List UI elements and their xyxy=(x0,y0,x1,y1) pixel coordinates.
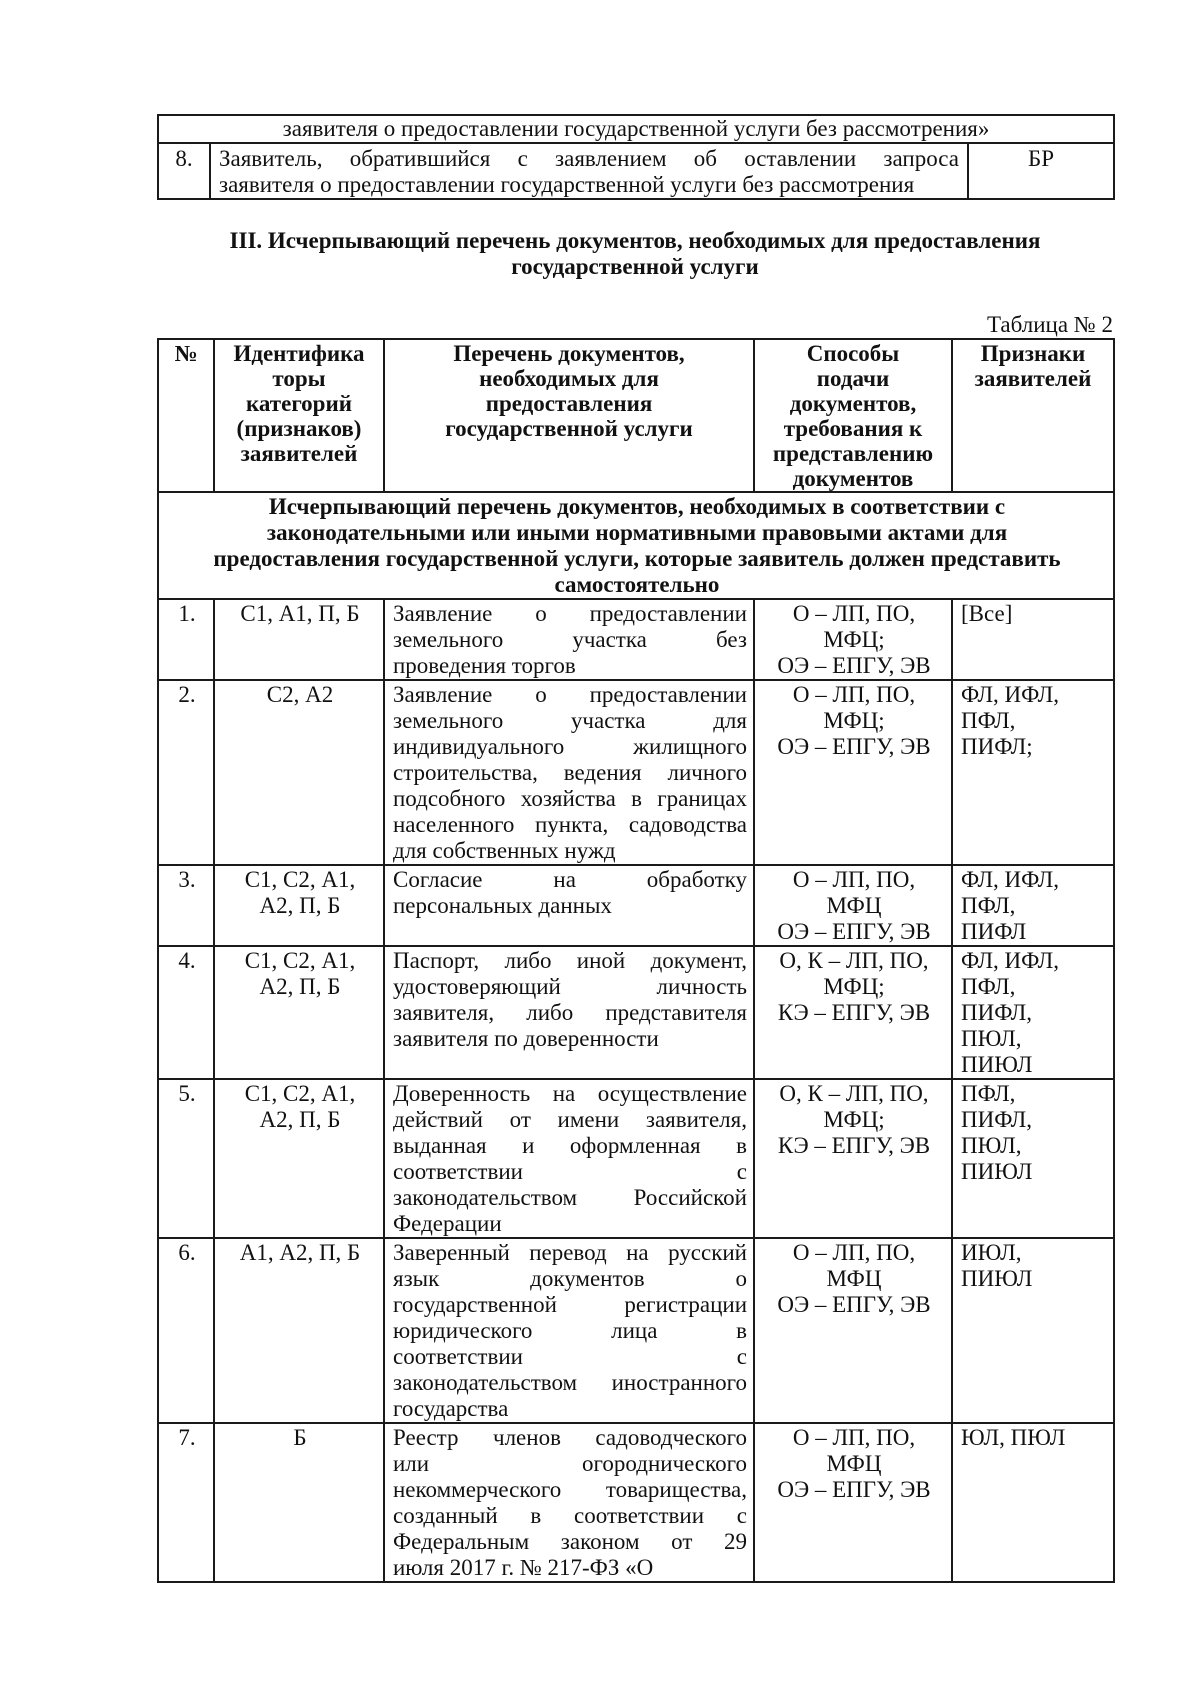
cell-line: О – ЛП, ПО, xyxy=(792,601,916,626)
row-number: 4. xyxy=(158,946,214,1079)
section-row-text xyxy=(158,492,1114,599)
cell-line: ОЭ – ЕПГУ, ЭВ xyxy=(777,1477,931,1502)
cell-line: язык документов о xyxy=(393,1266,747,1291)
cell-line: [Все] xyxy=(961,601,1013,626)
cell-line: Б xyxy=(293,1425,307,1450)
header-line: представлению xyxy=(772,441,934,466)
cell-line: удостоверяющий личность xyxy=(393,974,747,999)
row-number: 2. xyxy=(158,680,214,865)
table-row xyxy=(158,143,1114,199)
applicant-identifiers xyxy=(214,1079,384,1238)
table-row xyxy=(158,1238,1114,1423)
header-applicant-signs xyxy=(952,339,1114,492)
applicant-signs xyxy=(952,1079,1114,1238)
header-methods xyxy=(754,339,952,492)
cell-line: А2, П, Б xyxy=(259,1107,341,1132)
submission-methods xyxy=(754,680,952,865)
applicant-identifiers xyxy=(214,1238,384,1423)
cell-line: некоммерческого товарищества, xyxy=(393,1477,747,1502)
applicant-identifiers xyxy=(214,865,384,946)
row-number: 3. xyxy=(158,865,214,946)
text-line: заявителя о предоставлении государственной услуги без рассмотрения xyxy=(219,172,915,197)
cell-line: ПЮЛ, xyxy=(961,1026,1022,1051)
header-line: Идентифика xyxy=(233,341,365,366)
cell-line: ОЭ – ЕПГУ, ЭВ xyxy=(777,1292,931,1317)
cell-line: С1, А1, П, Б xyxy=(240,601,360,626)
header-identifiers xyxy=(214,339,384,492)
cell-line: Заверенный перевод на русский xyxy=(393,1240,747,1265)
cell-line: С2, А2 xyxy=(266,682,334,707)
cell-line: населенного пункта, садоводства xyxy=(393,812,747,837)
cell-line: Реестр членов садоводческого xyxy=(393,1425,747,1450)
section-row-line: Исчерпывающий перечень документов, необходимых в соответствии с xyxy=(268,494,1006,519)
table-row xyxy=(158,599,1114,680)
cell-line: действий от имени заявителя, xyxy=(393,1107,747,1132)
cell-line: Федеральным законом от 29 xyxy=(393,1529,747,1554)
cell-line: ПИФЛ, xyxy=(961,1000,1033,1025)
continuation-text: заявителя о предоставлении государственной услуги без рассмотрения» xyxy=(158,115,1114,143)
section-row-line: предоставления государственной услуги, которые заявитель должен представить xyxy=(213,546,1061,571)
header-line: документов xyxy=(792,466,914,491)
cell-line: ПИФЛ; xyxy=(961,734,1033,759)
submission-methods xyxy=(754,1238,952,1423)
cell-line: С1, С2, А1, xyxy=(244,948,356,973)
header-line: заявителей xyxy=(240,441,358,466)
cell-line: ФЛ, ИФЛ, xyxy=(961,867,1059,892)
applicant-identifiers xyxy=(214,680,384,865)
cell-line: ФЛ, ИФЛ, xyxy=(961,682,1059,707)
section-title-line: государственной услуги xyxy=(511,254,759,279)
row-number: 1. xyxy=(158,599,214,680)
cell-line: Паспорт, либо иной документ, xyxy=(393,948,747,973)
cell-line: МФЦ; xyxy=(823,1107,885,1132)
cell-line: ПЮЛ, xyxy=(961,1133,1022,1158)
applicant-identifiers xyxy=(214,946,384,1079)
cell-line: для собственных нужд xyxy=(393,838,616,863)
section-title-line: III. Исчерпывающий перечень документов, необходимых для предоставления xyxy=(229,228,1041,253)
applicant-identifiers xyxy=(214,599,384,680)
header-line: Способы xyxy=(806,341,900,366)
cell-line: А2, П, Б xyxy=(259,974,341,999)
cell-line: ПФЛ, xyxy=(961,893,1016,918)
cell-line: ОЭ – ЕПГУ, ЭВ xyxy=(777,734,931,759)
cell-line: индивидуального жилищного xyxy=(393,734,747,759)
cell-line: КЭ – ЕПГУ, ЭВ xyxy=(777,1133,931,1158)
cell-line: заявителя по доверенности xyxy=(393,1026,659,1051)
document-name xyxy=(384,1079,754,1238)
row-number: 6. xyxy=(158,1238,214,1423)
table-row xyxy=(158,865,1114,946)
cell-line: ПИЮЛ xyxy=(961,1159,1033,1184)
cell-line: государственной регистрации xyxy=(393,1292,747,1317)
cell-line: ПИФЛ xyxy=(961,919,1027,944)
cell-line: ПФЛ, xyxy=(961,974,1016,999)
cell-line: законодательством иностранного xyxy=(393,1370,747,1395)
cell-line: соответствии с xyxy=(393,1159,747,1184)
documents-table xyxy=(157,338,1115,1583)
submission-methods xyxy=(754,599,952,680)
cell-line: ПФЛ, xyxy=(961,708,1016,733)
cell-line: Федерации xyxy=(393,1211,502,1236)
cell-line: проведения торгов xyxy=(393,653,576,678)
applicant-identifiers xyxy=(214,1423,384,1582)
table-row xyxy=(158,1423,1114,1582)
cell-line: О – ЛП, ПО, xyxy=(792,1425,916,1450)
header-documents xyxy=(384,339,754,492)
header-line: Признаки xyxy=(980,341,1086,366)
cell-line: Доверенность на осуществление xyxy=(393,1081,747,1106)
cell-line: КЭ – ЕПГУ, ЭВ xyxy=(777,1000,931,1025)
table-header-row xyxy=(158,339,1114,492)
applicant-signs xyxy=(952,1423,1114,1582)
document-name xyxy=(384,1423,754,1582)
submission-methods xyxy=(754,946,952,1079)
cell-line: ПИЮЛ xyxy=(961,1266,1033,1291)
header-line: Перечень документов, xyxy=(453,341,685,366)
header-line: (признаков) xyxy=(236,416,362,441)
applicant-signs xyxy=(952,599,1114,680)
applicant-signs xyxy=(952,1238,1114,1423)
cell-line: О – ЛП, ПО, xyxy=(792,867,916,892)
cell-line: ОЭ – ЕПГУ, ЭВ xyxy=(777,919,931,944)
cell-line: ФЛ, ИФЛ, xyxy=(961,948,1059,973)
cell-line: МФЦ; xyxy=(823,708,885,733)
header-line: подачи xyxy=(816,366,890,391)
header-line: категорий xyxy=(246,391,352,416)
section-row-line: законодательными или иными нормативными правовыми актами для xyxy=(266,520,1008,545)
header-line: требования к xyxy=(783,416,923,441)
cell-line: Заявление о предоставлении xyxy=(393,682,747,707)
row-number: 5. xyxy=(158,1079,214,1238)
cell-line: ПИФЛ, xyxy=(961,1107,1033,1132)
submission-methods xyxy=(754,865,952,946)
cell-line: заявителя, либо представителя xyxy=(393,1000,747,1025)
cell-line: О, К – ЛП, ПО, xyxy=(779,948,929,973)
cell-line: С1, С2, А1, xyxy=(244,867,356,892)
submission-methods xyxy=(754,1423,952,1582)
row-number: 7. xyxy=(158,1423,214,1582)
section-row-line: самостоятельно xyxy=(554,572,720,597)
header-line: заявителей xyxy=(974,366,1092,391)
cell-line: О – ЛП, ПО, xyxy=(792,1240,916,1265)
cell-line: государства xyxy=(393,1396,509,1421)
cell-line: ЮЛ, ПЮЛ xyxy=(961,1425,1066,1450)
section-row xyxy=(158,492,1114,599)
cell-line: выданная и оформленная в xyxy=(393,1133,747,1158)
criteria-code: БР xyxy=(968,143,1114,199)
text-line: Заявитель, обратившийся с заявлением об оставлении запроса xyxy=(219,146,959,171)
applicant-signs xyxy=(952,680,1114,865)
cell-line: МФЦ; xyxy=(823,627,885,652)
cell-line: земельного участка для xyxy=(393,708,747,733)
cell-line: подсобного хозяйства в границах xyxy=(393,786,747,811)
cell-line: С1, С2, А1, xyxy=(244,1081,356,1106)
criteria-text xyxy=(210,143,968,199)
header-line: торы xyxy=(272,366,326,391)
table-row xyxy=(158,115,1114,143)
cell-line: О, К – ЛП, ПО, xyxy=(779,1081,929,1106)
cell-line: строительства, ведения личного xyxy=(393,760,747,785)
header-line: предоставления xyxy=(485,391,653,416)
cell-line: июля 2017 г. № 217-ФЗ «О xyxy=(393,1555,654,1580)
table-caption: Таблица № 2 xyxy=(986,312,1113,337)
cell-line: ОЭ – ЕПГУ, ЭВ xyxy=(777,653,931,678)
table-row xyxy=(158,680,1114,865)
cell-line: ИЮЛ, xyxy=(961,1240,1022,1265)
applicant-signs xyxy=(952,865,1114,946)
cell-line: Заявление о предоставлении xyxy=(393,601,747,626)
document-name xyxy=(384,680,754,865)
cell-line: юридического лица в xyxy=(393,1318,747,1343)
cell-line: О – ЛП, ПО, xyxy=(792,682,916,707)
cell-line: соответствии с xyxy=(393,1344,747,1369)
document-name xyxy=(384,599,754,680)
cell-line: А2, П, Б xyxy=(259,893,341,918)
cell-line: ПИЮЛ xyxy=(961,1052,1033,1077)
document-name xyxy=(384,865,754,946)
section-title xyxy=(157,228,1113,280)
table-row xyxy=(158,1079,1114,1238)
cell-line: или огороднического xyxy=(393,1451,747,1476)
header-line: государственной услуги xyxy=(445,416,693,441)
cell-line: МФЦ xyxy=(826,893,882,918)
document-name xyxy=(384,946,754,1079)
document-name xyxy=(384,1238,754,1423)
cell-line: А1, А2, П, Б xyxy=(239,1240,361,1265)
row-number: 8. xyxy=(158,143,210,199)
cell-line: ПФЛ, xyxy=(961,1081,1016,1106)
header-line: необходимых для xyxy=(479,366,659,391)
cell-line: законодательством Российской xyxy=(393,1185,747,1210)
cell-line: созданный в соответствии с xyxy=(393,1503,747,1528)
documents-table-body xyxy=(158,492,1114,1582)
cell-line: персональных данных xyxy=(393,893,612,918)
cell-line: МФЦ xyxy=(826,1266,882,1291)
applicant-signs xyxy=(952,946,1114,1079)
cell-line: Согласие на обработку xyxy=(393,867,747,892)
submission-methods xyxy=(754,1079,952,1238)
cell-line: земельного участка без xyxy=(393,627,747,652)
table-row xyxy=(158,946,1114,1079)
header-line: документов, xyxy=(789,391,917,416)
header-number: № xyxy=(158,339,214,492)
cell-line: МФЦ xyxy=(826,1451,882,1476)
cell-line: МФЦ; xyxy=(823,974,885,999)
criteria-table-continued xyxy=(157,114,1115,200)
